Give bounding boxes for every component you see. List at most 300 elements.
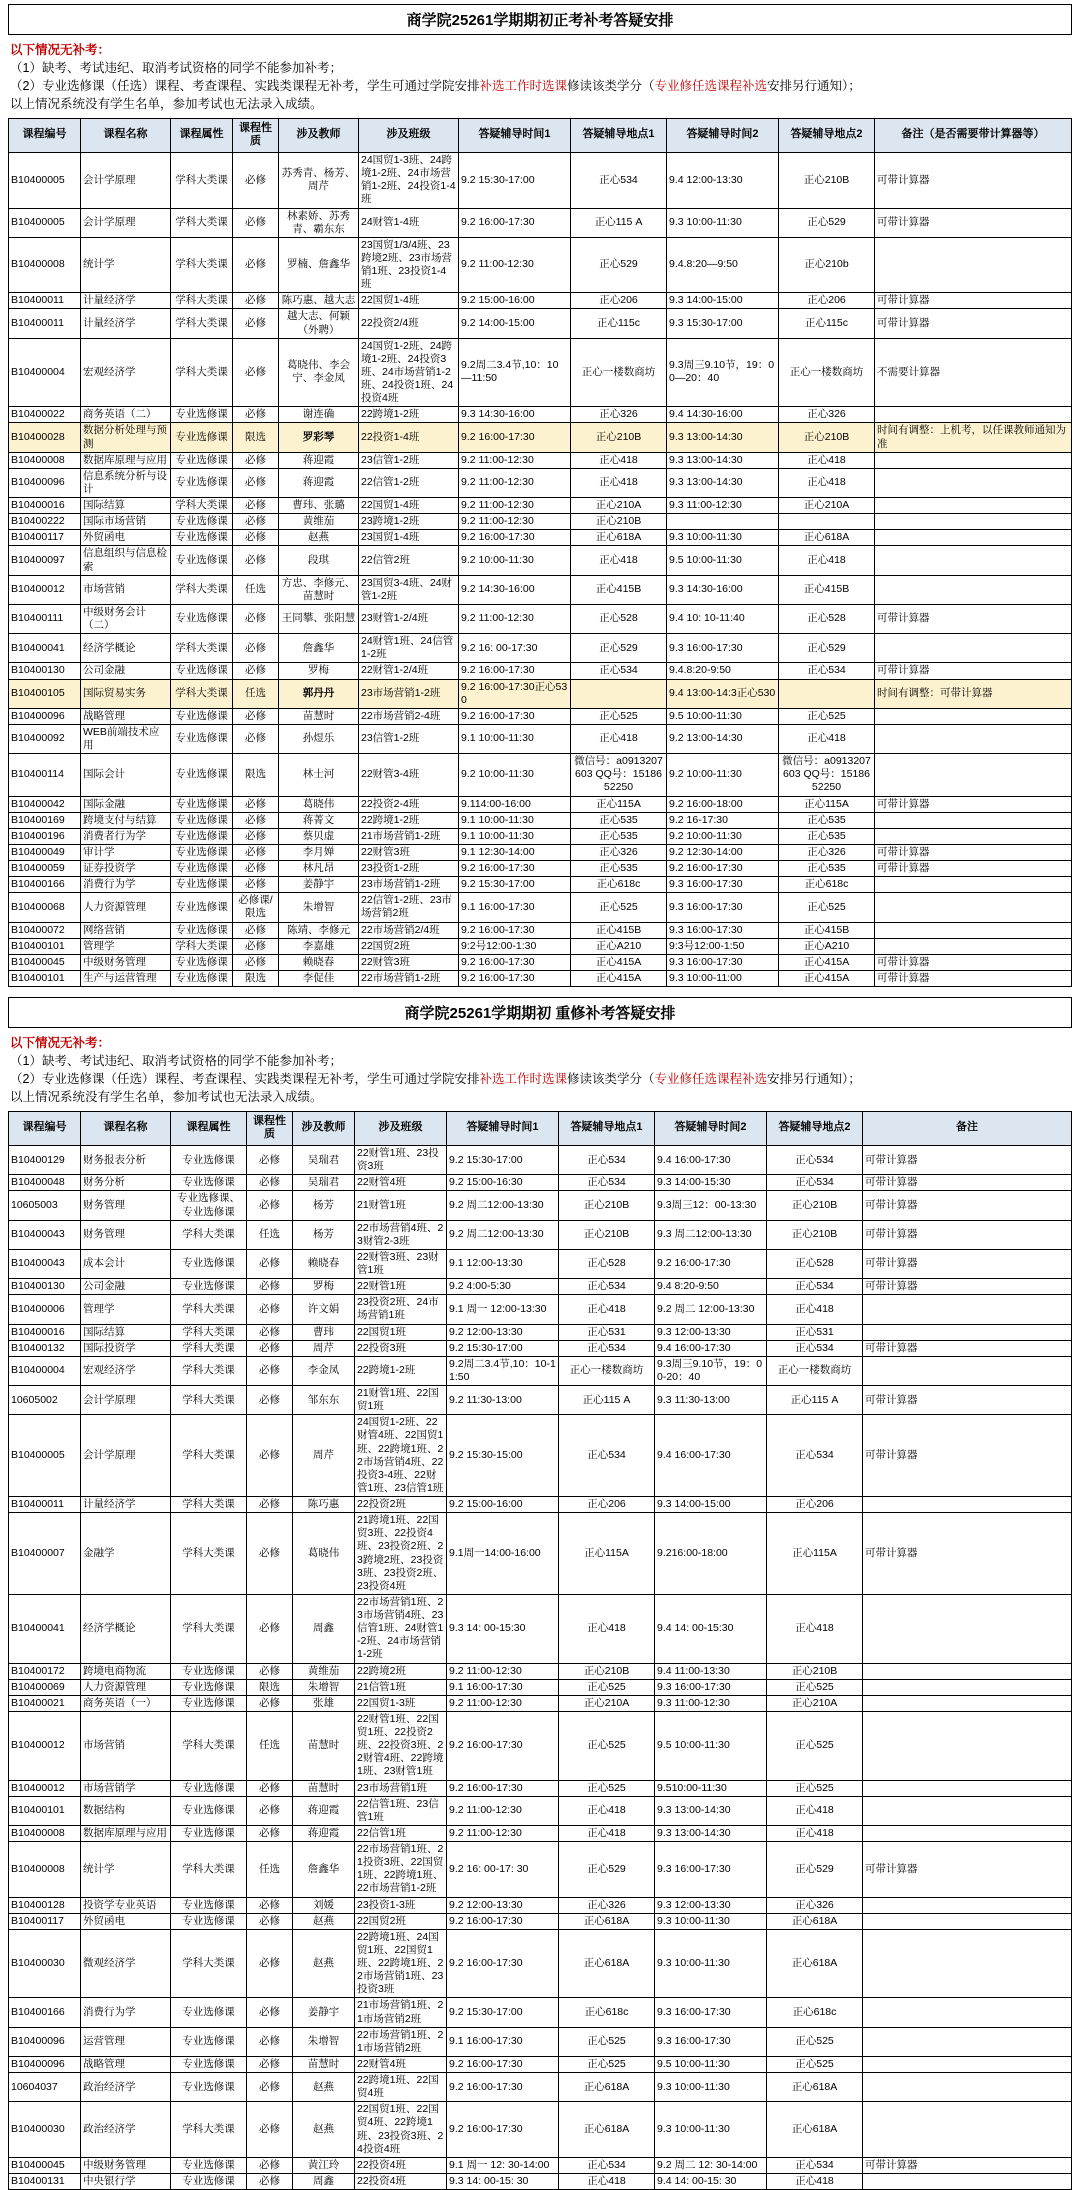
col2-code: 课程编号 [9, 1111, 81, 1146]
notes2-line-2-c: 安排另行通知）； [767, 1072, 861, 1086]
cell-course-code: B10400172 [9, 1663, 81, 1679]
cell-tutoring-time-2: 9.3 14:00-15:00 [667, 293, 779, 309]
cell-tutoring-time-1: 9.2 周二12:00-13:30 [447, 1220, 559, 1249]
cell-tutoring-time-2: 9.4 14: 00-15: 30 [655, 2173, 767, 2189]
cell-course-type: 必修 [233, 844, 279, 860]
cell-remark: 可带计算器 [875, 153, 1072, 209]
cell-class-list: 21财管1班、22国贸1班 [355, 1386, 447, 1415]
cell-course-type: 必修 [233, 407, 279, 423]
cell-course-name: 审计学 [81, 844, 171, 860]
cell-tutoring-place-2: 正心326 [767, 1897, 863, 1913]
cell-remark: 可带计算器 [863, 1842, 1072, 1898]
cell-tutoring-time-2: 9.3 13:00-14:30 [667, 423, 779, 452]
cell-course-name: 政治经济学 [81, 2073, 171, 2102]
cell-course-attribute: 学科大类课 [171, 679, 233, 708]
cell-teacher-names: 林凡昂 [279, 861, 359, 877]
cell-tutoring-time-1: 9.2 16:00-17:30 [459, 208, 571, 237]
cell-course-name: 信息系统分析与设计 [81, 468, 171, 497]
cell-course-type: 必修 [247, 1825, 293, 1841]
cell-tutoring-time-1: 9.2 15:30-15:00 [447, 1415, 559, 1497]
cell-class-list: 22财管3班 [359, 844, 459, 860]
cell-course-type: 必修 [247, 2102, 293, 2158]
cell-remark [875, 530, 1072, 546]
cell-tutoring-time-1: 9.2周二3.4节,10：10-11:50 [447, 1356, 559, 1385]
table-row [9, 663, 1072, 679]
cell-tutoring-time-1: 9.2 11:00-12:30 [459, 514, 571, 530]
cell-remark: 时间有调整：上机考，以任课教师通知为准 [875, 423, 1072, 452]
notes2-line-2-red-1: 补选工作时选课 [479, 1072, 567, 1086]
cell-teacher-names: 蒋菁文 [279, 812, 359, 828]
cell-course-code: B10400005 [9, 208, 81, 237]
cell-tutoring-place-1: 正心一楼数商坊 [571, 338, 667, 407]
cell-tutoring-place-2: 正心415A [779, 954, 875, 970]
cell-tutoring-place-2: 正心115A [767, 1513, 863, 1595]
cell-course-code: B10400068 [9, 893, 81, 922]
cell-course-name: 外贸函电 [81, 530, 171, 546]
cell-course-attribute: 专业选修课 [171, 1998, 247, 2027]
cell-tutoring-place-1: 正心618A [559, 2102, 655, 2158]
cell-tutoring-place-1: 正心418 [559, 1796, 655, 1825]
cell-remark: 可带计算器 [863, 1175, 1072, 1191]
cell-tutoring-place-1: 正心415B [571, 922, 667, 938]
cell-class-list: 23市场营销1班 [355, 1780, 447, 1796]
cell-course-code: B10400012 [9, 1711, 81, 1780]
cell-course-type: 必修 [247, 1913, 293, 1929]
cell-class-list: 22信管2班 [359, 546, 459, 575]
cell-class-list: 22跨境1-2班 [355, 1356, 447, 1385]
cell-tutoring-place-1: 正心534 [559, 2157, 655, 2173]
cell-tutoring-place-2: 正心A210 [779, 938, 875, 954]
cell-course-code: B10400130 [9, 1279, 81, 1295]
cell-course-name: 外贸函电 [81, 1913, 171, 1929]
cell-course-type: 必修 [247, 1279, 293, 1295]
table-row [9, 796, 1072, 812]
cell-course-code: B10400129 [9, 1146, 81, 1175]
cell-course-attribute: 学科大类课 [171, 1386, 247, 1415]
cell-course-attribute: 专业选修课 [171, 423, 233, 452]
cell-tutoring-place-2: 正心418 [779, 468, 875, 497]
cell-tutoring-time-2: 9.3 16:00-17:30 [655, 1679, 767, 1695]
cell-tutoring-time-2: 9.3 16:00-17:30 [667, 922, 779, 938]
cell-course-attribute: 学科大类课 [171, 498, 233, 514]
cell-tutoring-time-2: 9.4 12:00-13:30 [667, 153, 779, 209]
cell-class-list: 22投资2班 [355, 1497, 447, 1513]
cell-course-name: 战略管理 [81, 708, 171, 724]
cell-teacher-names: 周鑫 [293, 1594, 355, 1663]
cell-course-code: B10400030 [9, 2102, 81, 2158]
col-attr: 课程属性 [171, 118, 233, 153]
cell-course-name: 运营管理 [81, 2027, 171, 2056]
cell-tutoring-time-2: 9.4 10: 10-11:40 [667, 604, 779, 633]
cell-tutoring-place-2: 正心418 [767, 2173, 863, 2189]
table-row [9, 1679, 1072, 1695]
cell-course-attribute: 学科大类课 [171, 293, 233, 309]
cell-tutoring-time-1: 9.2 10:00-11:30 [459, 754, 571, 796]
cell-course-code: B10400005 [9, 153, 81, 209]
cell-tutoring-time-1: 9.1周一14:00-16:00 [447, 1513, 559, 1595]
cell-course-name: 数据库原理与应用 [81, 452, 171, 468]
cell-remark [863, 1711, 1072, 1780]
cell-tutoring-place-1: 正心531 [559, 1324, 655, 1340]
cell-tutoring-time-1: 9.2 16:00-17:30 [459, 708, 571, 724]
table-row [9, 922, 1072, 938]
cell-tutoring-time-2: 9.2 周二 12:00-13:30 [655, 1295, 767, 1324]
cell-tutoring-place-1: 正心206 [559, 1497, 655, 1513]
cell-course-attribute: 专业选修课 [171, 546, 233, 575]
table-row [9, 546, 1072, 575]
cell-tutoring-place-2: 正心210b [779, 237, 875, 293]
cell-tutoring-time-1: 9.2 4:00-5:30 [447, 1279, 559, 1295]
cell-course-attribute: 学科大类课 [171, 338, 233, 407]
cell-tutoring-time-1: 9.1 16:00-17:30 [447, 1679, 559, 1695]
cell-tutoring-place-2: 正心618c [767, 1998, 863, 2027]
cell-tutoring-time-1: 9.114:00-16:00 [459, 796, 571, 812]
cell-teacher-names: 周鑫 [293, 2173, 355, 2189]
cell-tutoring-place-1: 正心418 [571, 468, 667, 497]
col2-name: 课程名称 [81, 1111, 171, 1146]
cell-course-type: 必修 [233, 452, 279, 468]
cell-course-type: 任选 [233, 679, 279, 708]
cell-course-attribute: 专业选修课 [171, 2027, 247, 2056]
cell-tutoring-time-2: 9.2 13:00-14:30 [667, 724, 779, 753]
cell-course-attribute: 学科大类课 [171, 1340, 247, 1356]
cell-tutoring-time-2: 9.4 14:30-16:00 [667, 407, 779, 423]
cell-tutoring-place-1: 正心418 [559, 1594, 655, 1663]
cell-class-list: 22财管4班 [355, 1175, 447, 1191]
cell-teacher-names: 朱增智 [279, 893, 359, 922]
cell-class-list: 22投资4班 [355, 2157, 447, 2173]
cell-course-type: 必修 [233, 309, 279, 338]
cell-course-name: 会计学原理 [81, 1415, 171, 1497]
cell-course-attribute: 专业选修课 [171, 844, 233, 860]
cell-course-attribute: 专业选修课 [171, 2073, 247, 2102]
cell-remark: 可带计算器 [875, 293, 1072, 309]
cell-course-type: 任选 [247, 1220, 293, 1249]
cell-teacher-names: 姜静宇 [279, 877, 359, 893]
cell-remark [875, 452, 1072, 468]
cell-tutoring-time-1: 9.2 11:00-12:30 [459, 237, 571, 293]
cell-course-attribute: 专业选修课 [171, 970, 233, 986]
cell-teacher-names: 赵燕 [279, 530, 359, 546]
cell-tutoring-time-1: 9.2 15:00-16:00 [459, 293, 571, 309]
cell-remark [863, 1998, 1072, 2027]
table-row [9, 1780, 1072, 1796]
cell-remark: 可带计算器 [875, 604, 1072, 633]
table-row [9, 2102, 1072, 2158]
cell-course-attribute: 专业选修课 [171, 893, 233, 922]
cell-teacher-names: 林士河 [279, 754, 359, 796]
cell-remark: 可带计算器 [863, 1386, 1072, 1415]
cell-remark [875, 877, 1072, 893]
table-row [9, 2073, 1072, 2102]
cell-course-name: 消费行为学 [81, 877, 171, 893]
cell-tutoring-place-2: 正心418 [767, 1796, 863, 1825]
cell-course-type: 必修课/限选 [233, 893, 279, 922]
cell-class-list: 22投资1-4班 [359, 423, 459, 452]
cell-course-type: 限选 [247, 1679, 293, 1695]
cell-course-type: 限选 [233, 970, 279, 986]
cell-course-type: 必修 [233, 938, 279, 954]
cell-teacher-names: 李嘉雄 [279, 938, 359, 954]
cell-teacher-names: 段琪 [279, 546, 359, 575]
cell-remark: 可带计算器 [875, 861, 1072, 877]
cell-tutoring-time-2: 9.3 10:00-11:00 [667, 970, 779, 986]
cell-class-list: 22财管4班 [355, 2056, 447, 2072]
cell-class-list: 22国贸2班 [359, 938, 459, 954]
table-row [9, 1356, 1072, 1385]
cell-tutoring-place-2: 正心534 [767, 1415, 863, 1497]
cell-teacher-names: 蒋迎霞 [279, 452, 359, 468]
cell-course-attribute: 专业选修课 [171, 452, 233, 468]
cell-tutoring-time-1: 9.2 16:00-17:30 [447, 1913, 559, 1929]
cell-course-type: 必修 [233, 208, 279, 237]
cell-tutoring-place-1: 正心210B [559, 1191, 655, 1220]
cell-course-code: B10400008 [9, 237, 81, 293]
cell-tutoring-place-2: 正心418 [767, 1295, 863, 1324]
cell-tutoring-place-2: 正心525 [767, 1780, 863, 1796]
cell-course-name: WEB前端技术应用 [81, 724, 171, 753]
cell-class-list: 22信管1-2班、23市场营销2班 [359, 893, 459, 922]
cell-course-attribute: 专业选修课 [171, 922, 233, 938]
cell-course-code: B10400111 [9, 604, 81, 633]
cell-tutoring-time-2: 9.3 14:00-15:00 [655, 1497, 767, 1513]
table-row [9, 893, 1072, 922]
cell-class-list: 22跨境1-2班 [359, 812, 459, 828]
cell-course-attribute: 专业选修课 [171, 663, 233, 679]
cell-remark: 可带计算器 [863, 1220, 1072, 1249]
cell-tutoring-time-2: 9.2 16-17:30 [667, 812, 779, 828]
cell-course-type: 必修 [247, 1695, 293, 1711]
cell-course-code: B10400096 [9, 2027, 81, 2056]
cell-tutoring-time-1: 9.2 11:00-12:30 [447, 1825, 559, 1841]
cell-class-list: 22信管1-2班 [359, 468, 459, 497]
cell-class-list: 22信管1班 [355, 1825, 447, 1841]
cell-course-attribute: 学科大类课 [171, 575, 233, 604]
cell-tutoring-time-2: 9.3 16:00-17:30 [655, 1842, 767, 1898]
cell-course-attribute: 学科大类课 [171, 1324, 247, 1340]
cell-course-type: 必修 [247, 1594, 293, 1663]
cell-tutoring-place-2: 正心418 [767, 1825, 863, 1841]
cell-teacher-names: 詹鑫华 [293, 1842, 355, 1898]
cell-remark: 可带计算器 [875, 208, 1072, 237]
cell-class-list: 21财管1班 [355, 1191, 447, 1220]
cell-course-code: B10400092 [9, 724, 81, 753]
cell-course-name: 市场营销 [81, 1711, 171, 1780]
cell-course-code: B10400022 [9, 407, 81, 423]
cell-course-code: B10400114 [9, 754, 81, 796]
cell-course-name: 国际会计 [81, 754, 171, 796]
cell-course-name: 消费者行为学 [81, 828, 171, 844]
cell-tutoring-time-1: 9.2 16:00-17:30正心530 [459, 679, 571, 708]
cell-course-code: B10400196 [9, 828, 81, 844]
cell-course-type: 必修 [233, 922, 279, 938]
cell-tutoring-place-1: 正心210A [571, 498, 667, 514]
cell-course-attribute: 专业选修课 [171, 514, 233, 530]
cell-course-code: B10400101 [9, 938, 81, 954]
cell-class-list: 22财管3-4班 [359, 754, 459, 796]
cell-tutoring-place-1: 正心534 [559, 1415, 655, 1497]
cell-teacher-names: 苗慧时 [293, 1711, 355, 1780]
cell-remark: 可带计算器 [863, 2157, 1072, 2173]
cell-class-list: 23市场营销1-2班 [359, 679, 459, 708]
cell-class-list: 24财管1班、24信管1-2班 [359, 634, 459, 663]
cell-class-list: 22跨境1-2班 [359, 407, 459, 423]
cell-tutoring-place-2: 正心210B [767, 1663, 863, 1679]
cell-class-list: 22国贸1-4班 [359, 498, 459, 514]
cell-class-list: 24国贸1-2班、22财管4班、22国贸1班、22跨境1班、22市场营销4班、22投资3-4班、22财管1班、23信管1班 [355, 1415, 447, 1497]
cell-class-list: 22跨境1班、22国贸4班 [355, 2073, 447, 2102]
cell-course-name: 金融学 [81, 1513, 171, 1595]
cell-course-code: B10400043 [9, 1249, 81, 1278]
cell-class-list: 22财管3班、23财管1班 [355, 1249, 447, 1278]
cell-course-code: B10400132 [9, 1340, 81, 1356]
col-remark: 备注（是否需要带计算器等） [875, 118, 1072, 153]
cell-class-list: 21跨境1班、22国贸3班、22投资4班、23投资2班、23跨境2班、23投资3班、23投资2班、23投资4班 [355, 1513, 447, 1595]
cell-course-attribute: 学科大类课 [171, 634, 233, 663]
cell-course-name: 国际投资学 [81, 1340, 171, 1356]
cell-course-type: 必修 [247, 1929, 293, 1998]
table-row [9, 338, 1072, 407]
table-row [9, 1175, 1072, 1191]
table-row [9, 452, 1072, 468]
cell-teacher-names: 李金凤 [293, 1356, 355, 1385]
table-row [9, 2027, 1072, 2056]
cell-course-name: 国际结算 [81, 1324, 171, 1340]
table-row [9, 708, 1072, 724]
cell-tutoring-place-1: 正心534 [559, 1279, 655, 1295]
cell-remark [863, 2102, 1072, 2158]
cell-tutoring-place-2: 正心115 A [767, 1386, 863, 1415]
cell-tutoring-time-2: 9.4 11:00-13:30 [655, 1663, 767, 1679]
cell-course-attribute: 专业选修课 [171, 1146, 247, 1175]
cell-course-code: 10605003 [9, 1191, 81, 1220]
cell-teacher-names: 黄维茄 [279, 514, 359, 530]
table-row [9, 530, 1072, 546]
cell-course-code: B10400131 [9, 2173, 81, 2189]
cell-class-list: 24国贸1-2班、24跨境1-2班、24投资3班、24市场营销1-2班、24投资1班、24投资4班 [359, 338, 459, 407]
cell-teacher-names: 姜静宇 [293, 1998, 355, 2027]
cell-course-code: B10400021 [9, 1695, 81, 1711]
cell-remark [863, 1825, 1072, 1841]
col-name: 课程名称 [81, 118, 171, 153]
cell-class-list: 22财管3班 [359, 954, 459, 970]
cell-course-name: 市场营销 [81, 575, 171, 604]
cell-tutoring-time-1: 9.2 16:00-17:30 [459, 954, 571, 970]
cell-remark [875, 634, 1072, 663]
cell-tutoring-time-2: 9.3 12:00-13:30 [655, 1324, 767, 1340]
cell-teacher-names: 苗慧时 [293, 2056, 355, 2072]
cell-tutoring-place-1: 正心618c [571, 877, 667, 893]
cell-class-list: 22市场营销2/4班 [359, 922, 459, 938]
cell-course-name: 统计学 [81, 237, 171, 293]
cell-course-code: B10400042 [9, 796, 81, 812]
cell-remark [863, 2173, 1072, 2189]
cell-class-list: 23跨境1-2班 [359, 514, 459, 530]
cell-teacher-names: 陈靖、李修元 [279, 922, 359, 938]
table-row [9, 1998, 1072, 2027]
cell-course-type: 必修 [247, 1249, 293, 1278]
cell-teacher-names: 吴瑞君 [293, 1175, 355, 1191]
cell-teacher-names: 赵燕 [293, 2102, 355, 2158]
cell-tutoring-place-1: 正心210A [559, 1695, 655, 1711]
cell-course-code: B10400016 [9, 1324, 81, 1340]
col-time2: 答疑辅导时间2 [667, 118, 779, 153]
cell-tutoring-place-2: 正心210B [767, 1220, 863, 1249]
cell-course-name: 人力资源管理 [81, 1679, 171, 1695]
col2-type: 课程性质 [247, 1111, 293, 1146]
cell-tutoring-time-1: 9.2 16:00-17:30 [447, 2102, 559, 2158]
cell-class-list: 22投资3班 [355, 1340, 447, 1356]
cell-tutoring-time-1: 9.1 12:30-14:00 [459, 844, 571, 860]
cell-course-attribute: 专业选修课 [171, 468, 233, 497]
cell-tutoring-time-1: 9.2 12:00-13:30 [447, 1324, 559, 1340]
cell-teacher-names: 蒋迎霞 [279, 468, 359, 497]
table-row [9, 468, 1072, 497]
cell-course-name: 会计学原理 [81, 153, 171, 209]
cell-course-attribute: 专业选修课 [171, 754, 233, 796]
cell-course-name: 中级财务管理 [81, 954, 171, 970]
col2-classes: 涉及班级 [355, 1111, 447, 1146]
table-row [9, 1594, 1072, 1663]
cell-course-name: 财务报表分析 [81, 1146, 171, 1175]
cell-remark [875, 237, 1072, 293]
cell-tutoring-time-2: 9.3 11:00-12:30 [667, 498, 779, 514]
cell-teacher-names: 谢连确 [279, 407, 359, 423]
cell-tutoring-place-2: 正心一楼数商坊 [779, 338, 875, 407]
cell-tutoring-place-2: 正心534 [767, 1175, 863, 1191]
cell-teacher-names: 赵燕 [293, 1913, 355, 1929]
cell-course-name: 管理学 [81, 1295, 171, 1324]
cell-tutoring-place-1: 正心210B [571, 423, 667, 452]
cell-course-attribute: 学科大类课 [171, 208, 233, 237]
cell-class-list: 22市场营销1班、23市场营销4班、23信管1班、24财管1-2班、24市场营销1-2班 [355, 1594, 447, 1663]
cell-tutoring-place-2: 正心418 [779, 546, 875, 575]
cell-tutoring-time-2: 9.4 16:00-17:30 [655, 1340, 767, 1356]
cell-teacher-names: 赵燕 [293, 2073, 355, 2102]
cell-course-name: 政治经济学 [81, 2102, 171, 2158]
cell-course-type: 必修 [233, 663, 279, 679]
cell-course-code: B10400105 [9, 679, 81, 708]
cell-remark [875, 812, 1072, 828]
cell-class-list: 22市场营销1班、21市场营销2班 [355, 2027, 447, 2056]
cell-class-list: 23财管1-2/4班 [359, 604, 459, 633]
cell-tutoring-place-1: 正心A210 [571, 938, 667, 954]
section1-notes [10, 41, 1070, 114]
cell-tutoring-place-1: 正心529 [571, 634, 667, 663]
cell-teacher-names: 李促佳 [279, 970, 359, 986]
cell-remark: 可带计算器 [875, 844, 1072, 860]
cell-tutoring-place-1: 正心618A [559, 1929, 655, 1998]
cell-tutoring-time-1: 9.2 11:00-12:30 [459, 468, 571, 497]
cell-tutoring-time-1: 9.2 11:00-12:30 [459, 604, 571, 633]
cell-course-name: 中央银行学 [81, 2173, 171, 2189]
cell-course-code: B10400028 [9, 423, 81, 452]
cell-tutoring-time-2: 9.3 16:00-17:30 [667, 954, 779, 970]
table-row [9, 407, 1072, 423]
cell-course-attribute: 专业选修课 [171, 1175, 247, 1191]
cell-remark [863, 1780, 1072, 1796]
cell-remark [875, 407, 1072, 423]
cell-teacher-names: 葛晓伟 [293, 1513, 355, 1595]
cell-course-type: 必修 [247, 1295, 293, 1324]
cell-tutoring-place-1: 正心534 [559, 1175, 655, 1191]
cell-teacher-names: 杨芳 [293, 1220, 355, 1249]
cell-remark [863, 1897, 1072, 1913]
cell-course-attribute: 专业选修课 [171, 2157, 247, 2173]
cell-remark [875, 708, 1072, 724]
cell-tutoring-time-2: 9.3 11:30-13:00 [655, 1386, 767, 1415]
cell-tutoring-place-2: 正心525 [767, 1711, 863, 1780]
